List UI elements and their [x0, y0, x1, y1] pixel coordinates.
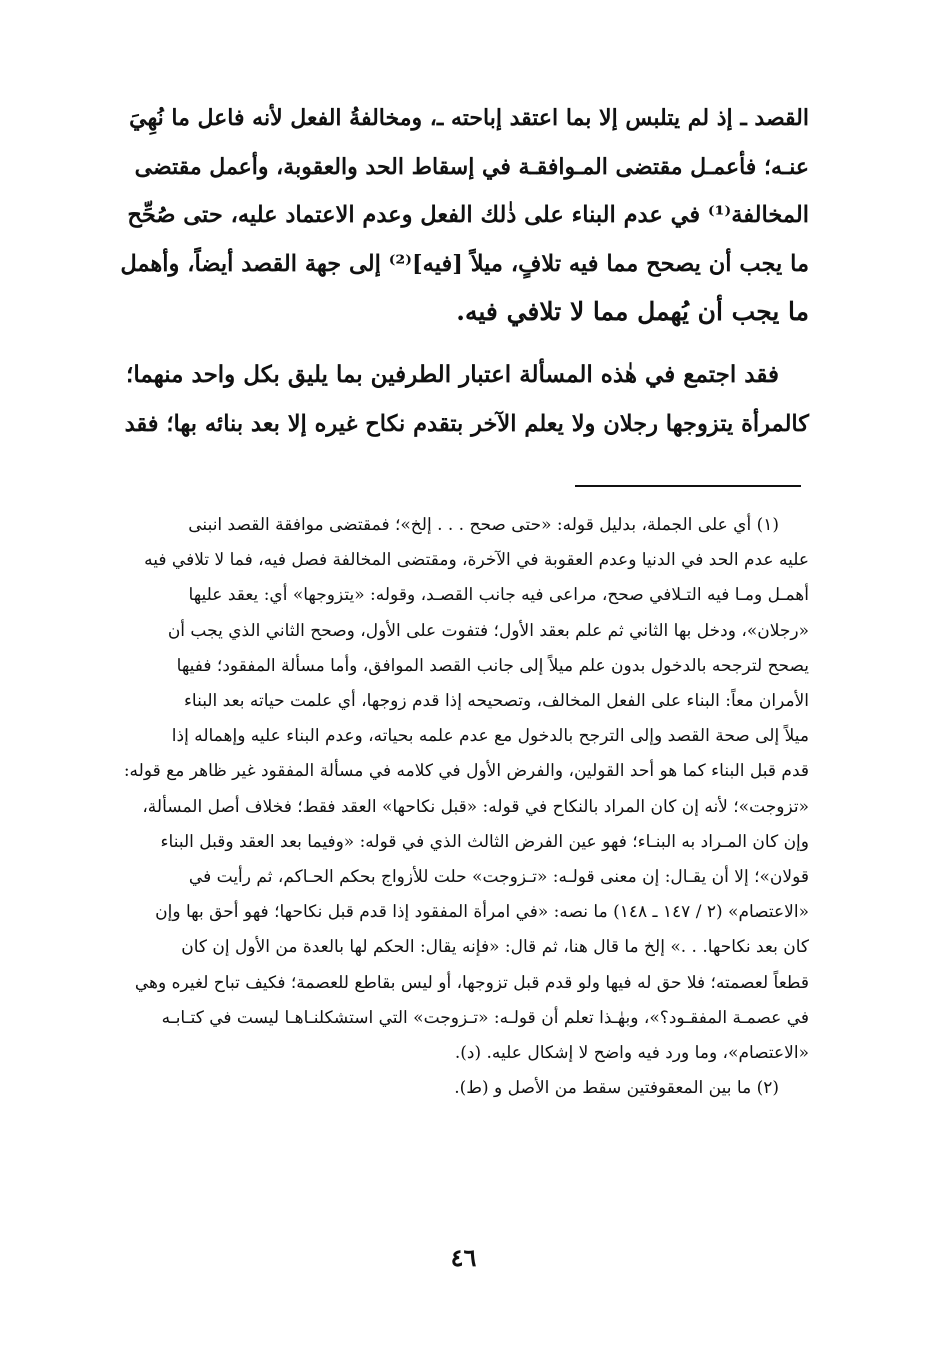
footnote-line: «الاعتصام»، وما ورد فيه واضح لا إشكال عليه. (د). [454, 1043, 809, 1064]
footnote-line: «رجلان»، ودخل بها الثاني ثم علم بعقد الأول؛ فتفوت على الأول، وصحح الثاني الذي يجب أن [167, 620, 809, 641]
footnote-line: كان بعد نكاحها. . .» إلخ ما قال هنا، ثم قال: «فإنه يقال: الحكم لها بالعدة من الأول إن كان [181, 937, 809, 958]
text-line: فقد اجتمع في هٰذه المسألة اعتبار الطرفين بما يليق بكل واحد منهما؛ [126, 360, 779, 388]
page-number: ٤٦ [450, 1243, 477, 1272]
footnote-line: قطعاً لعصمته؛ فلا حق له فيها ولو قدم قبل تزوجها، أو ليس بقاطع للعصمة؛ فكيف تباح لغيره وهي [134, 972, 809, 993]
footnote-line: قولان»؛ إلا أن يقـال: إن معنى قولـه: «تـزوجت» حلت للأزواج بحكم الحـاكم، ثم رأيت في [188, 867, 809, 888]
text-line: القصد ـ إذ لم يتلبس إلا بما اعتقد إباحته ـ، ومخالفةُ الفعل لأنه فاعل ما نُهِيَ [129, 105, 809, 131]
footnote-line: يصحح لترجحه بالدخول بدون علم ميلاً إلى جانب القصد الموافق، وأما مسألة المفقود؛ ففيها [176, 655, 809, 676]
footnote-2: (٢) ما بين المعقوفتين سقط من الأصل و (ط). [454, 1078, 779, 1099]
footnotes [120, 508, 809, 1106]
footnote-line: الأمران معاً: البناء على الفعل المخالف، وتصحيحه إذا قدم زوجها، أي علمت حياته بعد البناء [183, 691, 809, 712]
footnote-line: (١) أي على الجملة، بدليل قوله: «حتى صحح . . . إلخ»؛ فمقتضى موافقة القصد انبنى [188, 515, 779, 535]
text-line: عنـه؛ فأعمـل مقتضى المـوافقـة في إسقاط الحد والعقوبة، وأعمل مقتضى [134, 153, 809, 180]
paragraph-2 [120, 351, 809, 448]
footnote-line: أهمـل ومـا فيه التـلافي صحح، مراعى فيه جانب القصـد، وقوله: «يتزوجها» أي: يعقد عليها [188, 585, 809, 606]
text-line: المخالفة⁽¹⁾ في عدم البناء على ذٰلك الفعل وعدم الاعتماد عليه، حتى صُحِّح [127, 202, 809, 229]
footnote-line: في عصمـة المفقـود؟»، وبهٰـذا تعلم أن قولـه: «تـزوجت» التي استشكلنـاهـا ليست في كتـابـه [161, 1007, 809, 1028]
text-line: كالمرأة يتزوجها رجلان ولا يعلم الآخر بتقدم نكاح غيره إلا بعد بنائه بها؛ فقد [124, 410, 809, 437]
footnote-divider [575, 485, 801, 487]
text-line: ما يجب أن يُهمل مما لا تلافي فيه. [456, 297, 809, 327]
footnote-line: عليه عدم الحد في الدنيا وعدم العقوبة في الآخرة، ومقتضى المخالفة فصل فيه، فما لا تلافي فيه [144, 550, 809, 571]
footnote-line: «الاعتصام» (٢ / ١٤٧ ـ ١٤٨) ما نصه: «في امرأة المفقود إذا قدم قبل نكاحها؛ فهو أحق بها وإن [155, 902, 809, 923]
main-text [120, 94, 809, 448]
footnote-line: وإن كان المـراد به البنـاء؛ فهو عين الفرض الثالث الذي في قوله: «وفيما بعد العقد وقبل البناء [160, 831, 809, 852]
footnote-line: ميلاً إلى صحة القصد وإلى الترجح بالدخول مع عدم علمه بحياته، وعدم البناء عليه وإهماله إذا [171, 726, 809, 747]
paragraph-1 [120, 94, 809, 337]
footnote-line: قدم قبل البناء كما هو أحد القولين، والفرض الأول في كلامه في مسألة المفقود غير ظاهر مع قوله: [123, 761, 809, 782]
footnote-line: «تزوجت»؛ لأنه إن كان المراد بالنكاح في قوله: «قبل نكاحها» العقد فقط؛ فخلاف أصل المسألة، [142, 796, 809, 817]
text-line: ما يجب أن يصحح مما فيه تلافٍ، ميلاً [فيه]⁽²⁾ إلى جهة القصد أيضاً، وأهمل [120, 250, 809, 277]
